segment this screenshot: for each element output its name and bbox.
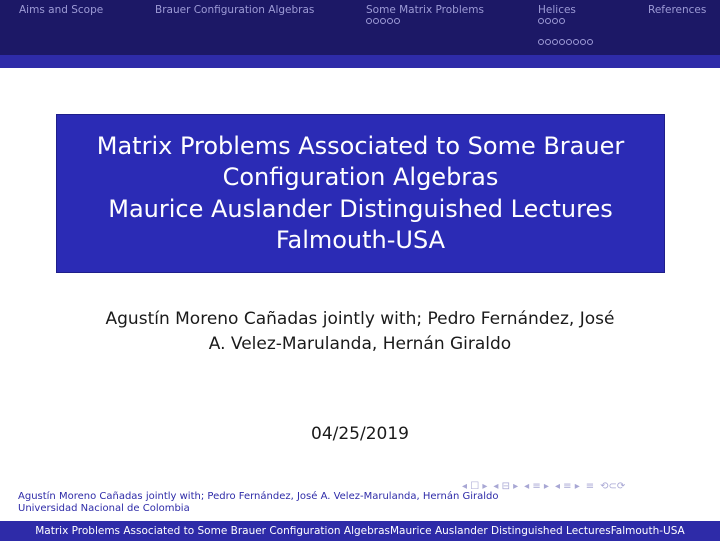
author-block — [60, 307, 660, 356]
nav-section-brauer-configuration-algebras[interactable]: Brauer Configuration Algebras — [155, 4, 315, 16]
title-block — [57, 115, 664, 272]
nav-search-icon[interactable]: ⟲⊂⟳ — [600, 481, 626, 492]
nav-section-references[interactable]: References — [648, 4, 707, 16]
nav-frame-back-icon[interactable]: ◂ ☐ ▸ — [462, 481, 488, 492]
title-line: Maurice Auslander Distinguished Lectures — [108, 194, 613, 223]
nav-section-forward-icon[interactable]: ◂ ≡ ▸ — [554, 481, 580, 492]
nav-section-back-icon[interactable]: ◂ ≡ ▸ — [524, 481, 549, 492]
nav-section-aims-and-scope[interactable]: Aims and Scope — [19, 4, 104, 16]
footer-authors-line: Agustín Moreno Cañadas jointly with; Pedro Fernández, José A. Velez-Marulanda, Hernán Giraldo — [18, 491, 499, 502]
author-line: Agustín Moreno Cañadas jointly with; Pedro Fernández, José — [105, 309, 615, 329]
footer-title-text: Matrix Problems Associated to Some Brauer Configuration AlgebrasMaurice Auslander Distinguished LecturesFalmouth-USA — [35, 525, 685, 537]
footer-author-info — [18, 491, 498, 514]
section-navigation-bar — [0, 0, 720, 55]
nav-section-some-matrix-problems[interactable]: Some Matrix Problems — [366, 4, 484, 16]
nav-subsection-icon[interactable]: ◂ ⊟ ▸ — [493, 481, 519, 492]
matrix-problems-subsection-dots[interactable] — [366, 18, 400, 24]
presentation-date: 04/25/2019 — [311, 424, 409, 444]
footer-title-bar — [0, 521, 720, 541]
nav-section-helices[interactable]: Helices — [538, 4, 576, 16]
author-line: A. Velez-Marulanda, Hernán Giraldo — [208, 333, 512, 354]
helices-extra-subsection-dots[interactable] — [538, 39, 593, 45]
navigation-underline-strip — [0, 55, 720, 68]
nav-outline-icon[interactable]: ≡ — [585, 481, 595, 492]
title-line: Falmouth-USA — [275, 225, 446, 254]
helices-subsection-dots[interactable] — [538, 18, 565, 24]
title-line: Configuration Algebras — [222, 163, 499, 192]
footer-institution: Universidad Nacional de Colombia — [18, 502, 190, 514]
title-line: Matrix Problems Associated to Some Brauer — [96, 132, 625, 161]
